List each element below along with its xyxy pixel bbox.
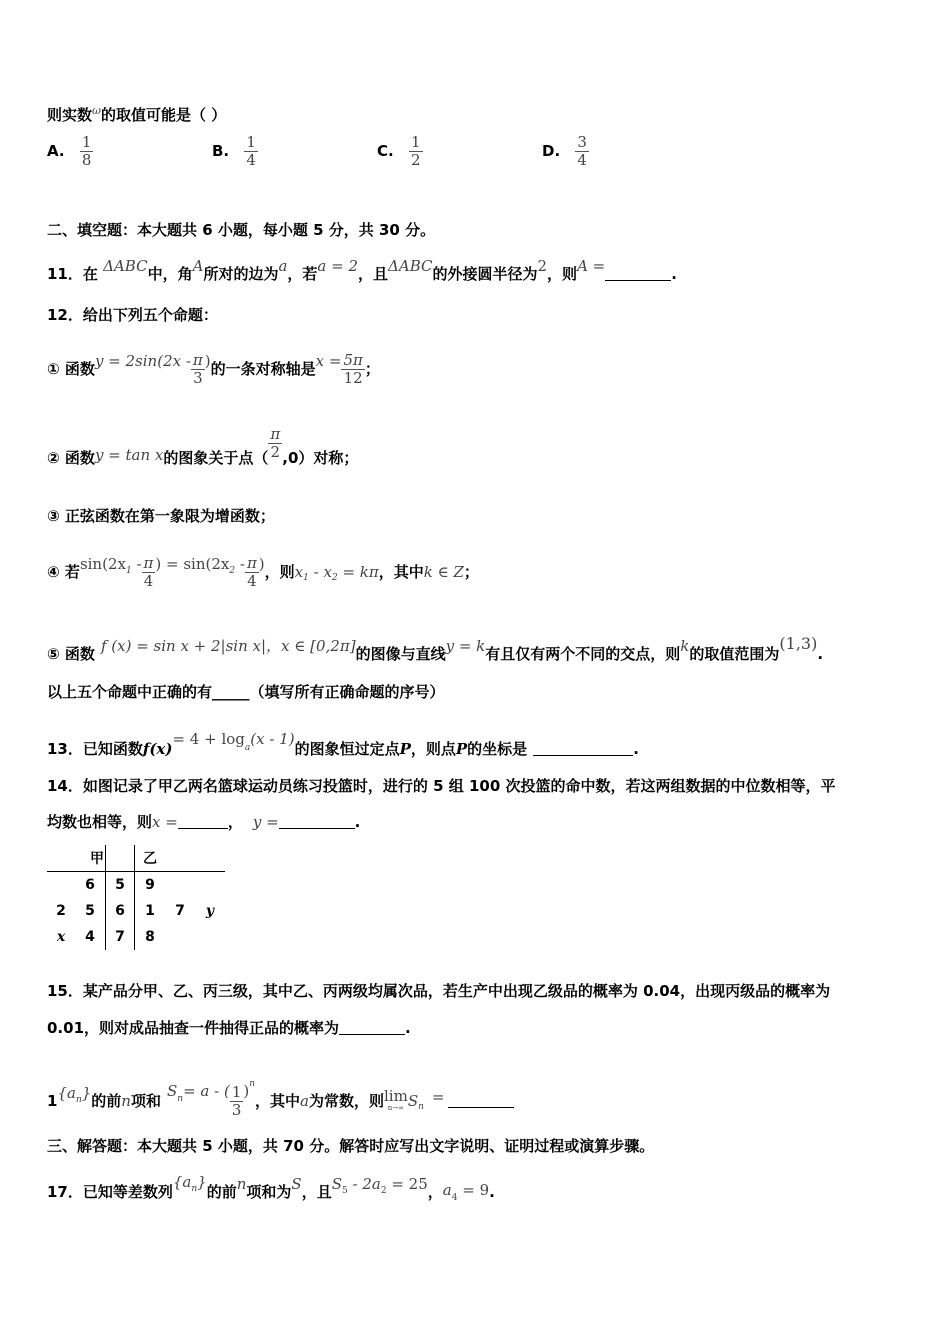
table-row: 6 5 9 [47, 872, 225, 899]
table-row: 2 5 6 1 7 y [47, 898, 225, 924]
stem-leaf-table: 甲 乙 6 5 9 2 5 6 1 7 y x 4 7 8 [47, 845, 225, 950]
q14-y-blank[interactable] [279, 814, 355, 829]
q12-prop-3: ③ 正弦函数在第一象限为增函数； [47, 507, 275, 525]
q14-x-blank[interactable] [178, 814, 228, 829]
q15-line1: 15．某产品分甲、乙、丙三级，其中乙、丙两级均属次品，若生产中出现乙级品的概率为 0.04，出现丙级品的概率为 [47, 982, 831, 1000]
q12-outro: 以上五个命题中正确的有_____（填写所有正确命题的序号） [47, 683, 445, 701]
q14-line1: 14．如图记录了甲乙两名篮球运动员练习投篮时，进行的 5 组 100 次投篮的命中数，若这两组数据的中位数相等，平 [47, 777, 836, 795]
q11-answer-blank[interactable] [605, 266, 671, 281]
q13: 13．已知函数$f(x)= 4 + \log^a(x - 1)$的图象恒过定点P，则点P的坐标是 . [47, 730, 639, 758]
option-b[interactable]: B. $\frac{1}{4}$ [212, 133, 256, 169]
q12-prop-2: ② 函数y = tan x的图象关于点（ $\frac{\pi}{2}$ ,0）对称； [47, 425, 359, 467]
q15-line2: 0.01，则对成品抽查一件抽得正品的概率为 . [47, 1019, 411, 1037]
q12-prop-1: ① 函数y = 2sin(2x - $\frac{\pi}{3}$ )的一条对称轴是x = $\frac{5\pi}{12}$ ； [47, 351, 380, 387]
q12-prop-5: ⑤ 函数 f (x) = sin x + 2|sin x|，x ∈ [0,2π]的图像与直线y = k有且仅有两个不同的交点，则k的取值范围为(1,3). [47, 634, 824, 663]
q10-stem: 则实数$^\omega$的取值可能是（ ） [47, 104, 227, 124]
q16-answer-blank[interactable] [448, 1093, 514, 1108]
q12-intro: 12．给出下列五个命题： [47, 306, 218, 324]
section3-title: 三、解答题：本大题共 5 小题，共 70 分。解答时应写出文字说明、证明过程或演算步骤。 [47, 1137, 655, 1155]
option-d[interactable]: D. $\frac{3}{4}$ [542, 133, 587, 169]
q12-prop-4: ④ 若$\sin(2x^1$ - $\frac{\pi}{4}$ ) = $\sin(2x^2$ - $\frac{\pi}{4}$ )，则$x_1 - x_2 = k\pi$，其中k ∈ Z； [47, 554, 479, 590]
table-row: x 4 7 8 [47, 924, 225, 950]
q11: 11．在 ΔABC中，角A所对的边为a，若a = 2，且ΔABC的外接圆半径为2，则A = . [47, 257, 677, 283]
option-a[interactable]: A. $\frac{1}{8}$ [47, 133, 92, 169]
option-c[interactable]: C. $\frac{1}{2}$ [377, 133, 421, 169]
q17: 17．已知等差数列$\{a^n\}$的前n项和为S，且$S^5 - 2a^2 = 25$，$a_4 = 9$. [47, 1173, 495, 1203]
q14-line2: 均数也相等，则x = ， y = . [47, 813, 361, 831]
q15-answer-blank[interactable] [339, 1020, 405, 1035]
q16: $1\{a^n\}$的前n项和$S^n= a$ - ( $\frac{1}{3}$ )$^n$，其中a为常数，则 lim n→∞ $S_n=$ [47, 1064, 514, 1127]
q13-answer-blank[interactable] [533, 741, 633, 756]
section2-title: 二、填空题：本大题共 6 小题，每小题 5 分，共 30 分。 [47, 221, 436, 239]
